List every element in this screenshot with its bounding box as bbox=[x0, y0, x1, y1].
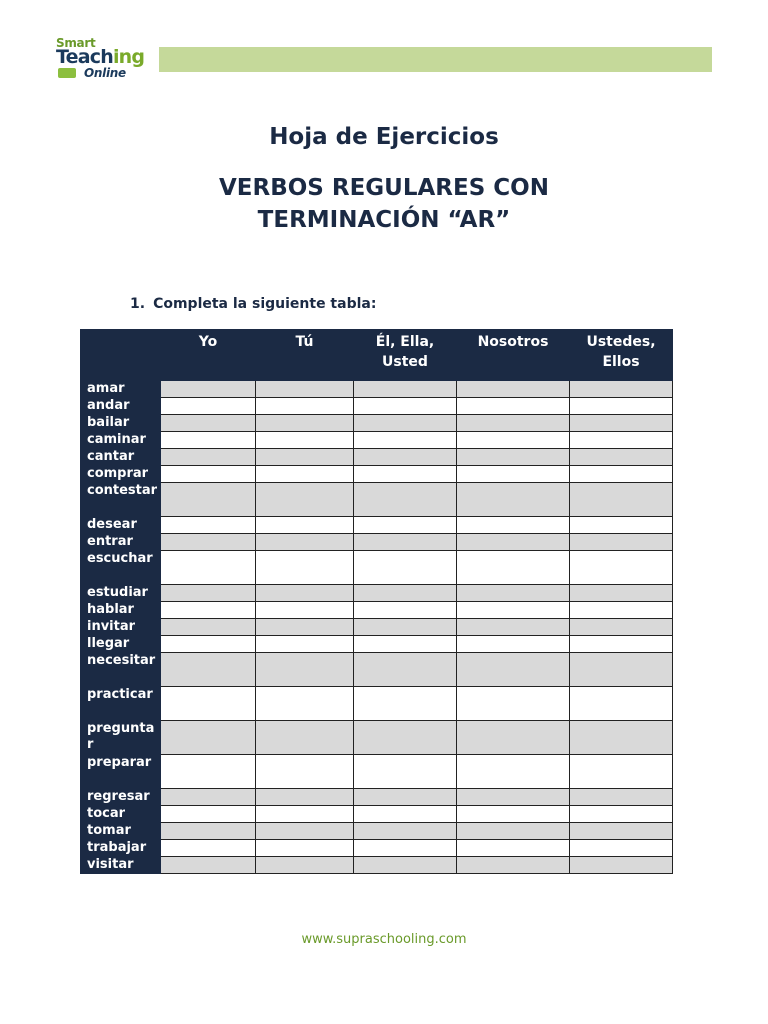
answer-cell[interactable] bbox=[354, 806, 457, 823]
answer-cell[interactable] bbox=[256, 789, 354, 806]
verb-label: andar bbox=[81, 398, 161, 415]
answer-cell[interactable] bbox=[457, 721, 570, 755]
answer-cell[interactable] bbox=[161, 789, 256, 806]
subtitle-line-2: TERMINACIÓN “AR” bbox=[257, 207, 511, 233]
verb-label: tomar bbox=[81, 823, 161, 840]
answer-cell[interactable] bbox=[457, 602, 570, 619]
instruction-text: Completa la siguiente tabla: bbox=[153, 296, 377, 312]
answer-cell[interactable] bbox=[256, 415, 354, 432]
header-1: Tú bbox=[256, 330, 354, 381]
table-row bbox=[81, 602, 673, 619]
answer-cell[interactable] bbox=[256, 551, 354, 585]
answer-cell[interactable] bbox=[256, 381, 354, 398]
answer-cell[interactable] bbox=[354, 823, 457, 840]
answer-cell[interactable] bbox=[570, 789, 673, 806]
table-row bbox=[81, 687, 673, 721]
answer-cell[interactable] bbox=[161, 534, 256, 551]
answer-cell[interactable] bbox=[457, 619, 570, 636]
logo-line-online: Online bbox=[84, 66, 126, 80]
answer-cell[interactable] bbox=[256, 857, 354, 874]
answer-cell[interactable] bbox=[457, 534, 570, 551]
table-row bbox=[81, 806, 673, 823]
answer-cell[interactable] bbox=[354, 381, 457, 398]
answer-cell[interactable] bbox=[570, 381, 673, 398]
page-title: Hoja de Ejercicios bbox=[269, 124, 499, 150]
answer-cell[interactable] bbox=[161, 398, 256, 415]
table-row bbox=[81, 789, 673, 806]
answer-cell[interactable] bbox=[570, 840, 673, 857]
answer-cell[interactable] bbox=[457, 653, 570, 687]
instruction bbox=[130, 296, 376, 312]
verb-label: caminar bbox=[81, 432, 161, 449]
table-row bbox=[81, 381, 673, 398]
logo-teach: Teach bbox=[56, 46, 113, 68]
answer-cell[interactable] bbox=[570, 415, 673, 432]
header-0: Yo bbox=[161, 330, 256, 381]
verb-label: practicar bbox=[81, 687, 161, 721]
answer-cell[interactable] bbox=[256, 602, 354, 619]
answer-cell[interactable] bbox=[256, 687, 354, 721]
answer-cell[interactable] bbox=[256, 483, 354, 517]
answer-cell[interactable] bbox=[161, 602, 256, 619]
answer-cell[interactable] bbox=[161, 840, 256, 857]
answer-cell[interactable] bbox=[354, 466, 457, 483]
verb-label: amar bbox=[81, 381, 161, 398]
answer-cell[interactable] bbox=[161, 687, 256, 721]
verb-label: regresar bbox=[81, 789, 161, 806]
conjugation-table bbox=[80, 329, 673, 874]
answer-cell[interactable] bbox=[161, 551, 256, 585]
answer-cell[interactable] bbox=[457, 806, 570, 823]
answer-cell[interactable] bbox=[354, 534, 457, 551]
answer-cell[interactable] bbox=[457, 636, 570, 653]
answer-cell[interactable] bbox=[570, 755, 673, 789]
answer-cell[interactable] bbox=[570, 721, 673, 755]
answer-cell[interactable] bbox=[161, 857, 256, 874]
verb-label: entrar bbox=[81, 534, 161, 551]
verb-label: hablar bbox=[81, 602, 161, 619]
answer-cell[interactable] bbox=[570, 466, 673, 483]
table-header-row bbox=[81, 330, 673, 381]
answer-cell[interactable] bbox=[570, 551, 673, 585]
verb-label: desear bbox=[81, 517, 161, 534]
answer-cell[interactable] bbox=[457, 687, 570, 721]
answer-cell[interactable] bbox=[570, 432, 673, 449]
answer-cell[interactable] bbox=[570, 602, 673, 619]
verb-label: necesitar bbox=[81, 653, 161, 687]
verb-label: cantar bbox=[81, 449, 161, 466]
verb-label: contestar bbox=[81, 483, 161, 517]
answer-cell[interactable] bbox=[256, 840, 354, 857]
answer-cell[interactable] bbox=[161, 653, 256, 687]
answer-cell[interactable] bbox=[354, 585, 457, 602]
table-row bbox=[81, 449, 673, 466]
table-row bbox=[81, 721, 673, 755]
answer-cell[interactable] bbox=[457, 432, 570, 449]
answer-cell[interactable] bbox=[457, 483, 570, 517]
verb-label: visitar bbox=[81, 857, 161, 874]
answer-cell[interactable] bbox=[161, 823, 256, 840]
answer-cell[interactable] bbox=[161, 466, 256, 483]
answer-cell[interactable] bbox=[256, 619, 354, 636]
table-body bbox=[81, 381, 673, 874]
answer-cell[interactable] bbox=[570, 534, 673, 551]
table-row bbox=[81, 823, 673, 840]
answer-cell[interactable] bbox=[256, 466, 354, 483]
answer-cell[interactable] bbox=[256, 823, 354, 840]
answer-cell[interactable] bbox=[457, 449, 570, 466]
answer-cell[interactable] bbox=[570, 619, 673, 636]
table-row bbox=[81, 415, 673, 432]
answer-cell[interactable] bbox=[354, 551, 457, 585]
answer-cell[interactable] bbox=[161, 721, 256, 755]
answer-cell[interactable] bbox=[256, 517, 354, 534]
answer-cell[interactable] bbox=[457, 551, 570, 585]
header-4: Ustedes, Ellos bbox=[570, 330, 673, 381]
answer-cell[interactable] bbox=[457, 755, 570, 789]
answer-cell[interactable] bbox=[354, 398, 457, 415]
footer-url[interactable]: www.supraschooling.com bbox=[301, 932, 467, 947]
answer-cell[interactable] bbox=[354, 619, 457, 636]
answer-cell[interactable] bbox=[570, 517, 673, 534]
answer-cell[interactable] bbox=[354, 721, 457, 755]
answer-cell[interactable] bbox=[256, 721, 354, 755]
verb-label: escuchar bbox=[81, 551, 161, 585]
table-row bbox=[81, 636, 673, 653]
logo-check-icon bbox=[58, 68, 76, 78]
header-2: Él, Ella, Usted bbox=[354, 330, 457, 381]
answer-cell[interactable] bbox=[457, 415, 570, 432]
answer-cell[interactable] bbox=[256, 806, 354, 823]
answer-cell[interactable] bbox=[256, 432, 354, 449]
verb-label: llegar bbox=[81, 636, 161, 653]
answer-cell[interactable] bbox=[354, 636, 457, 653]
answer-cell[interactable] bbox=[354, 789, 457, 806]
answer-cell[interactable] bbox=[457, 398, 570, 415]
header-green-bar bbox=[159, 47, 712, 72]
answer-cell[interactable] bbox=[161, 517, 256, 534]
answer-cell[interactable] bbox=[256, 636, 354, 653]
answer-cell[interactable] bbox=[354, 602, 457, 619]
page-subtitle bbox=[0, 172, 768, 236]
answer-cell[interactable] bbox=[161, 432, 256, 449]
answer-cell[interactable] bbox=[161, 415, 256, 432]
answer-cell[interactable] bbox=[457, 585, 570, 602]
answer-cell[interactable] bbox=[457, 381, 570, 398]
answer-cell[interactable] bbox=[457, 857, 570, 874]
table-row bbox=[81, 517, 673, 534]
verb-label: preparar bbox=[81, 755, 161, 789]
answer-cell[interactable] bbox=[354, 857, 457, 874]
table-row bbox=[81, 585, 673, 602]
answer-cell[interactable] bbox=[256, 755, 354, 789]
answer-cell[interactable] bbox=[570, 653, 673, 687]
table-row bbox=[81, 619, 673, 636]
table-row bbox=[81, 432, 673, 449]
table-row bbox=[81, 755, 673, 789]
header-3: Nosotros bbox=[457, 330, 570, 381]
answer-cell[interactable] bbox=[256, 398, 354, 415]
table-row bbox=[81, 840, 673, 857]
verb-label: preguntar bbox=[81, 721, 161, 755]
answer-cell[interactable] bbox=[354, 840, 457, 857]
answer-cell[interactable] bbox=[570, 483, 673, 517]
verb-label: trabajar bbox=[81, 840, 161, 857]
answer-cell[interactable] bbox=[161, 585, 256, 602]
answer-cell[interactable] bbox=[256, 653, 354, 687]
answer-cell[interactable] bbox=[256, 534, 354, 551]
verb-label: tocar bbox=[81, 806, 161, 823]
smart-teaching-online-logo bbox=[54, 36, 154, 86]
verb-label: bailar bbox=[81, 415, 161, 432]
answer-cell[interactable] bbox=[570, 636, 673, 653]
answer-cell[interactable] bbox=[457, 823, 570, 840]
answer-cell[interactable] bbox=[354, 449, 457, 466]
table-row bbox=[81, 398, 673, 415]
answer-cell[interactable] bbox=[256, 449, 354, 466]
table-row bbox=[81, 534, 673, 551]
table-row bbox=[81, 483, 673, 517]
logo-ing: ing bbox=[112, 46, 145, 68]
answer-cell[interactable] bbox=[256, 585, 354, 602]
answer-cell[interactable] bbox=[161, 619, 256, 636]
answer-cell[interactable] bbox=[570, 585, 673, 602]
answer-cell[interactable] bbox=[161, 636, 256, 653]
answer-cell[interactable] bbox=[570, 687, 673, 721]
answer-cell[interactable] bbox=[354, 653, 457, 687]
answer-cell[interactable] bbox=[354, 432, 457, 449]
instruction-number: 1. bbox=[130, 296, 146, 312]
verb-label: estudiar bbox=[81, 585, 161, 602]
answer-cell[interactable] bbox=[457, 466, 570, 483]
answer-cell[interactable] bbox=[354, 415, 457, 432]
answer-cell[interactable] bbox=[161, 483, 256, 517]
table-row bbox=[81, 653, 673, 687]
answer-cell[interactable] bbox=[354, 517, 457, 534]
verb-label: invitar bbox=[81, 619, 161, 636]
answer-cell[interactable] bbox=[161, 381, 256, 398]
logo-line-teaching bbox=[56, 46, 144, 68]
verb-label: comprar bbox=[81, 466, 161, 483]
answer-cell[interactable] bbox=[570, 857, 673, 874]
answer-cell[interactable] bbox=[457, 840, 570, 857]
answer-cell[interactable] bbox=[570, 806, 673, 823]
header-verb bbox=[81, 330, 161, 381]
answer-cell[interactable] bbox=[161, 449, 256, 466]
answer-cell[interactable] bbox=[570, 823, 673, 840]
table-row bbox=[81, 857, 673, 874]
answer-cell[interactable] bbox=[161, 755, 256, 789]
logo-line-smart: Smart bbox=[56, 36, 96, 50]
answer-cell[interactable] bbox=[161, 806, 256, 823]
subtitle-line-1: VERBOS REGULARES CON bbox=[219, 175, 549, 201]
answer-cell[interactable] bbox=[457, 517, 570, 534]
answer-cell[interactable] bbox=[570, 398, 673, 415]
answer-cell[interactable] bbox=[354, 755, 457, 789]
answer-cell[interactable] bbox=[354, 687, 457, 721]
table-row bbox=[81, 466, 673, 483]
answer-cell[interactable] bbox=[570, 449, 673, 466]
answer-cell[interactable] bbox=[457, 789, 570, 806]
table-row bbox=[81, 551, 673, 585]
answer-cell[interactable] bbox=[354, 483, 457, 517]
